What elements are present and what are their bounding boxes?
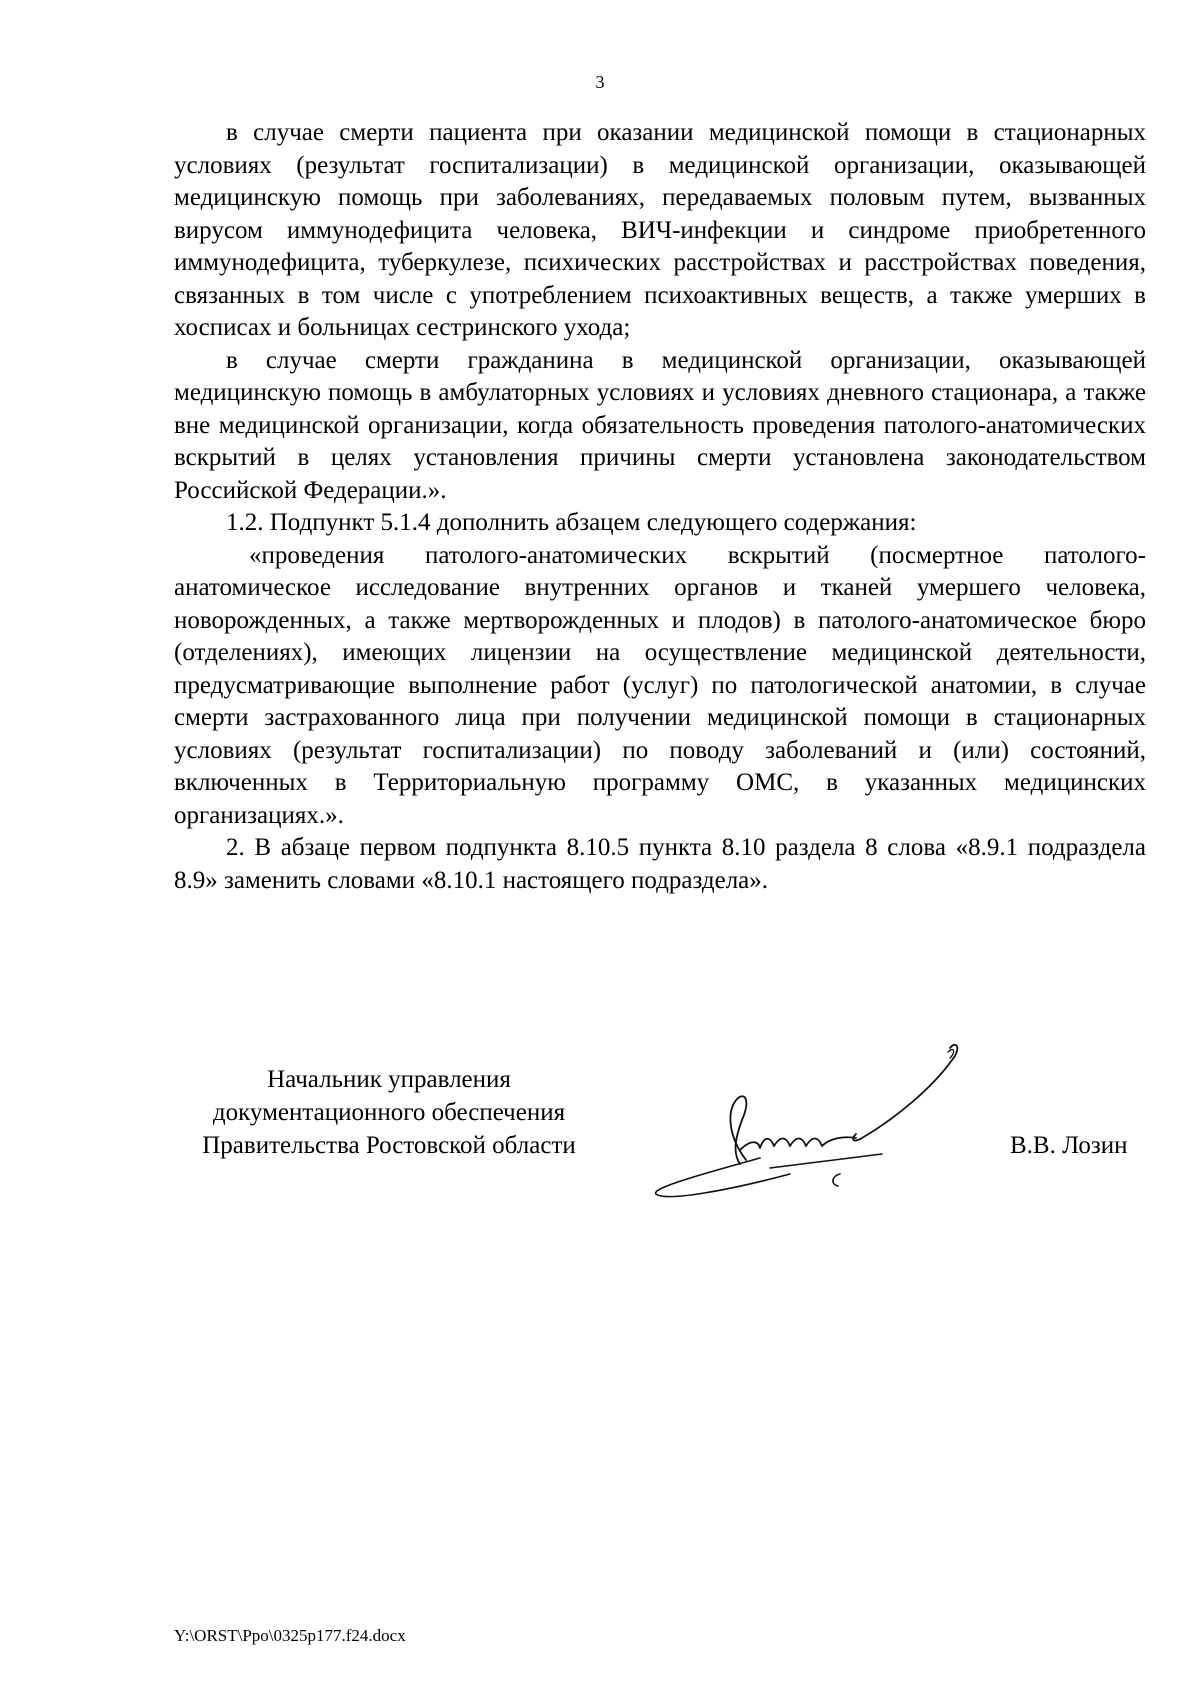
signatory-name: В.В. Лозин <box>1010 1132 1128 1159</box>
signatory-position-line: документационного обеспечения <box>212 1099 566 1126</box>
signatory-position-line: Начальник управления <box>267 1066 511 1093</box>
paragraph-hospital-death: в случае смерти пациента при оказании медицинской помощи в стационарных условиях (результат госпитализации) в медицинской организации, оказывающей медицинскую помощь при заболеваниях, передаваемых половым путем, вызванных вирусом иммунодефицита человека, ВИЧ-инфекции и синдроме приобретенного иммунодефицита, туберкулезе, психических расстройствах и расстройствах поведения, связанных в том числе с употреблением психоактивных веществ, а также умерших в хосписах и больницах сестринского ухода; <box>174 119 1146 341</box>
paragraph-autopsy-quote: «проведения патолого-анатомических вскрытий (посмертное патолого-анатомическое исследование внутренних органов и тканей умершего человека, новорожденных, а также мертворожденных и плодов) в патолого-анатомическое бюро (отделениях), имеющих лицензии на осуществление медицинской деятельности, предусматривающие выполнение работ (услуг) по патологической анатомии, в случае смерти застрахованного лица при получении медицинской помощи в стационарных условиях (результат госпитализации) по поводу заболеваний и (или) состояний, включенных в Территориальную программу ОМС, в указанных медицинских организациях.». <box>174 541 1146 829</box>
paragraph-clause-1-2: 1.2. Подпункт 5.1.4 дополнить абзацем следующего содержания: <box>226 509 917 536</box>
paragraph-clause-2: 2. В абзаце первом подпункта 8.10.5 пункта 8.10 раздела 8 слова «8.9.1 подраздела 8.9» заменить словами «8.10.1 настоящего подраздела». <box>174 834 1146 894</box>
document-body <box>174 117 1146 897</box>
page-number: 3 <box>595 72 605 92</box>
handwritten-signature <box>650 1040 980 1200</box>
signatory-position-line: Правительства Ростовской области <box>202 1132 576 1159</box>
signatory-position <box>174 1063 604 1162</box>
footer-file-path: Y:\ORST\Ppo\0325p177.f24.docx <box>174 1626 406 1645</box>
paragraph-citizen-death: в случае смерти гражданина в медицинской организации, оказывающей медицинскую помощь в амбулаторных условиях и условиях дневного стационара, а также вне медицинской организации, когда обязательность проведения патолого-анатомических вскрытий в целях установления причины смерти установлена законодательством Российской Федерации.». <box>174 346 1146 504</box>
